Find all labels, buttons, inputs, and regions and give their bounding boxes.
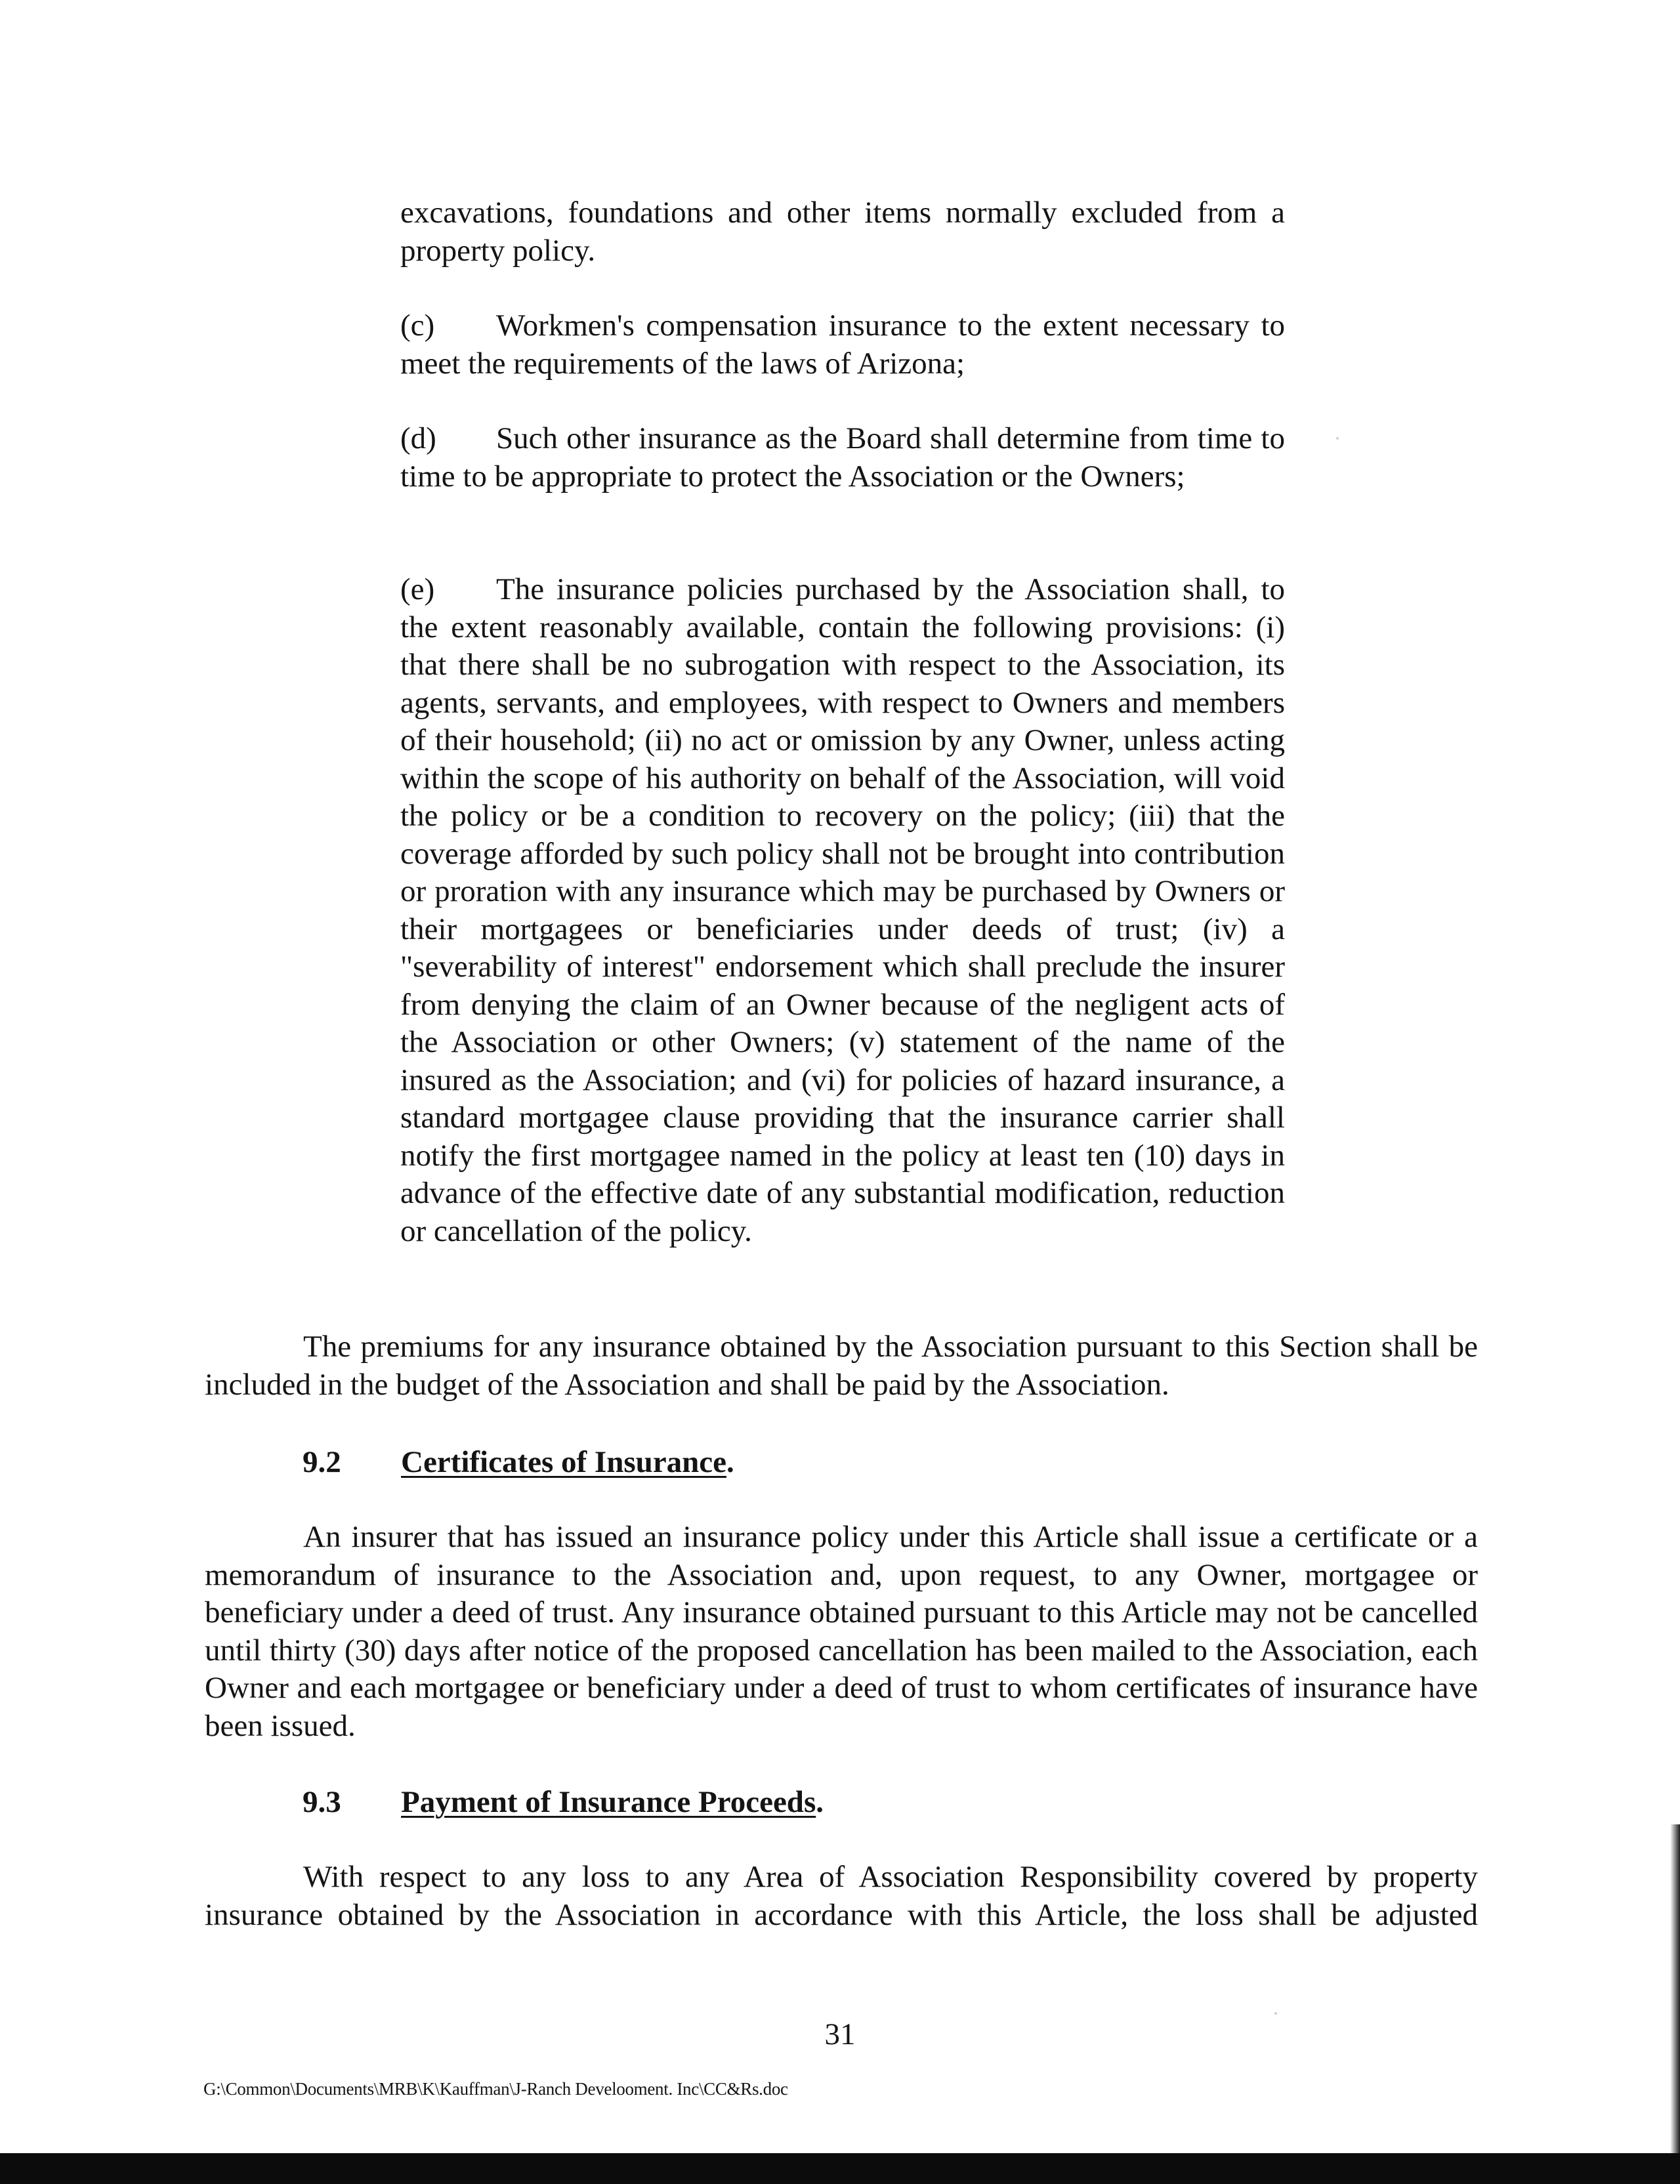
section-9-3-heading	[303, 1784, 824, 1822]
clause-d-label: (d)	[400, 421, 436, 455]
clause-e-label: (e)	[400, 572, 435, 606]
clause-d-text: Such other insurance as the Board shall determine from time to time to be appropriate to protect the Association or the Owners;	[400, 421, 1285, 494]
clause-c-label: (c)	[400, 308, 435, 343]
section-9-2-number: 9.2	[303, 1445, 341, 1479]
section-9-3-body	[205, 1858, 1478, 1934]
scan-bottom-border	[0, 2153, 1680, 2184]
clause-c	[400, 307, 1285, 383]
section-9-3-title: Payment of Insurance Proceeds	[401, 1785, 816, 1819]
scan-speck	[1336, 437, 1339, 440]
scan-edge-shadow	[1670, 1824, 1680, 2153]
section-9-3-title-suffix: .	[816, 1785, 824, 1819]
section-9-2-title: Certificates of Insurance	[401, 1445, 726, 1479]
premiums-paragraph	[205, 1328, 1478, 1404]
clause-e	[400, 571, 1285, 1250]
paragraph-continuation-text: excavations, foundations and other items normally excluded from a property policy.	[400, 196, 1285, 268]
section-9-2-heading	[303, 1444, 734, 1482]
page-number: 31	[824, 2017, 856, 2051]
paragraph-continuation	[400, 194, 1285, 270]
section-9-3-body-text: With respect to any loss to any Area of Association Responsibility covered by property insurance obtained by the Association in accordance with this Article, the loss shall be adjusted	[205, 1860, 1478, 1932]
clause-c-text: Workmen's compensation insurance to the extent necessary to meet the requirements of the laws of Arizona;	[400, 308, 1285, 381]
footer-file-path: G:\Common\Documents\MRB\K\Kauffman\J-Ranch Develooment. Inc\CC&Rs.doc	[203, 2079, 788, 2099]
premiums-paragraph-text: The premiums for any insurance obtained by the Association pursuant to this Section shall be included in the budget of the Association and shall be paid by the Association.	[205, 1330, 1478, 1402]
clause-d	[400, 420, 1285, 495]
clause-e-text: The insurance policies purchased by the Association shall, to the extent reasonably available, contain the following provisions: (i) that there shall be no subrogation with respect to the Association, its agents, servants, and employees, with respect to Owners and members of their household; (ii) no act or omission by any Owner, unless acting within the scope of his authority on behalf of the Association, will void the policy or be a condition to recovery on the policy; (iii) that the coverage afforded by such policy shall not be brought into contribution or proration with any insurance which may be purchased by Owners or their mortgagees or beneficiaries under deeds of trust; (iv) a "severability of interest" endorsement which shall preclude the insurer from denying the claim of an Owner because of the negligent acts of the Association or other Owners; (v) statement of the name of the insured as the Association; and (vi) for policies of hazard insurance, a standard mortgagee clause providing that the insurance carrier shall notify the first mortgagee named in the policy at least ten (10) days in advance of the effective date of any substantial modification, reduction or cancellation of the policy.	[400, 572, 1285, 1248]
section-9-2-body	[205, 1519, 1478, 1745]
section-9-2-body-text: An insurer that has issued an insurance policy under this Article shall issue a certificate or a memorandum of insurance to the Association and, upon request, to any Owner, mortgagee or beneficiary under a deed of trust. Any insurance obtained pursuant to this Article may not be cancelled until thirty (30) days after notice of the proposed cancellation has been mailed to the Association, each Owner and each mortgagee or beneficiary under a deed of trust to whom certificates of insurance have been issued.	[205, 1520, 1478, 1743]
section-9-2-title-suffix: .	[726, 1445, 734, 1479]
section-9-3-number: 9.3	[303, 1785, 341, 1819]
scan-speck	[1274, 2012, 1277, 2015]
